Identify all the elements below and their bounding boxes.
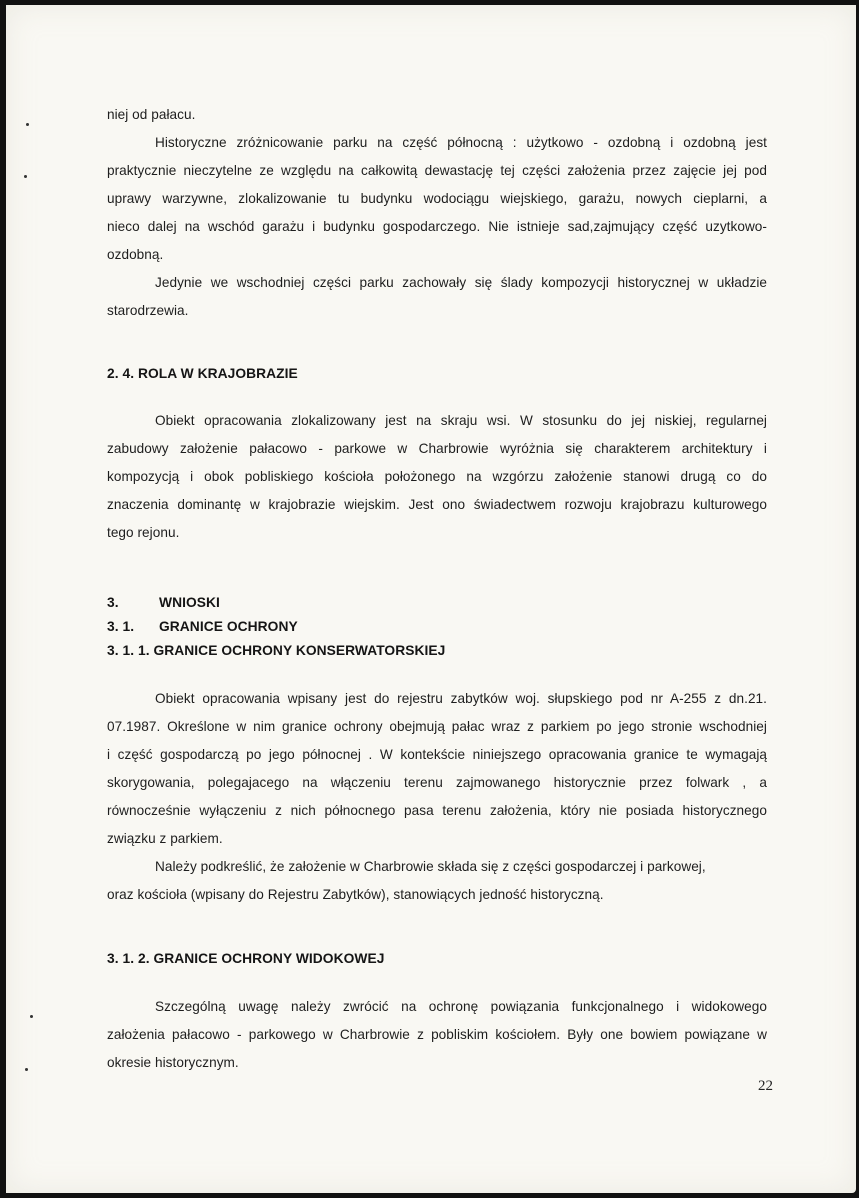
scan-speck <box>25 1068 28 1071</box>
text-line: oraz kościoła (wpisany do Rejestru Zabytków), stanowiących jedność historyczną. <box>107 887 604 902</box>
page-number: 22 <box>758 1078 773 1094</box>
text-line: ozdobną. <box>107 247 164 262</box>
text-line: znaczenia dominantę w krajobrazie wiejskim. Jest ono świadectwem rozwoju krajobrazu kulturowego <box>107 497 767 512</box>
text-line: założenia pałacowo - parkowego w Charbrowie z pobliskim kościołem. Były one bowiem powiązane w <box>107 1027 767 1042</box>
text-line: i część gospodarczą po jego północnej . W kontekście niniejszego opracowania granice te wymagają <box>107 747 767 762</box>
text-line: 07.1987. Określone w nim granice ochrony obejmują pałac wraz z parkiem po jego stronie wschodniej <box>107 719 767 734</box>
text-line: praktycznie nieczytelne ze względu na całkowitą dewastację tej części założenia przez zajęcie jej pod <box>107 163 767 178</box>
text-line: równocześnie wyłączeniu z nich północnego pasa terenu założenia, który nie posiada historycznego <box>107 803 767 818</box>
text-line: kompozycją i obok pobliskiego kościoła położonego na wzgórzu założenie stanowi drugą co do <box>107 469 767 484</box>
text-line: okresie historycznym. <box>107 1055 239 1070</box>
section-heading: 2. 4. ROLA W KRAJOBRAZIE <box>107 366 298 381</box>
section-heading: 3. 1. 1. GRANICE OCHRONY KONSERWATORSKIEJ <box>107 643 446 658</box>
text-line: nieco dalej na wschód garażu i budynku gospodarczego. Nie istnieje sad,zajmujący część uzytkowo- <box>107 219 767 234</box>
text-line: zabudowy założenie pałacowo - parkowe w Charbrowie wyróżnia się charakterem architektury i <box>107 441 767 456</box>
heading-text: GRANICE OCHRONY <box>159 619 298 634</box>
text-line: Historyczne zróżnicowanie parku na część północną : użytkowo - ozdobną i ozdobną jest <box>155 135 767 150</box>
text-line: Obiekt opracowania zlokalizowany jest na skraju wsi. W stosunku do jej niskiej, regularnej <box>155 413 767 428</box>
text-line: tego rejonu. <box>107 525 180 540</box>
section-heading: 3. 1. 2. GRANICE OCHRONY WIDOKOWEJ <box>107 951 385 966</box>
heading-number: 3. <box>107 595 119 610</box>
text-line: związku z parkiem. <box>107 831 223 846</box>
text-line: uprawy warzywne, zlokalizowanie tu budynku wodociągu wiejskiego, garażu, nowych cieplarni, a <box>107 191 767 206</box>
text-line: Szczególną uwagę należy zwrócić na ochronę powiązania funkcjonalnego i widokowego <box>155 999 767 1014</box>
scan-speck <box>30 1015 33 1018</box>
text-line: Jedynie we wschodniej części parku zachowały się ślady kompozycji historycznej w układzie <box>155 275 767 290</box>
text-line: skorygowania, polegajacego na włączeniu terenu zajmowanego historycznie przez folwark , a <box>107 775 767 790</box>
scanned-page <box>6 5 856 1193</box>
section-heading <box>107 595 767 610</box>
scan-speck <box>26 123 29 126</box>
heading-text: WNIOSKI <box>159 595 220 610</box>
scan-speck <box>24 175 27 178</box>
section-heading <box>107 619 767 634</box>
text-line: Obiekt opracowania wpisany jest do rejestru zabytków woj. słupskiego pod nr A-255 z dn.21. <box>155 691 767 706</box>
text-line: niej od pałacu. <box>107 107 196 122</box>
text-line: starodrzewia. <box>107 303 189 318</box>
text-line: Należy podkreślić, że założenie w Charbrowie składa się z części gospodarczej i parkowej, <box>155 859 706 874</box>
heading-number: 3. 1. <box>107 619 135 634</box>
